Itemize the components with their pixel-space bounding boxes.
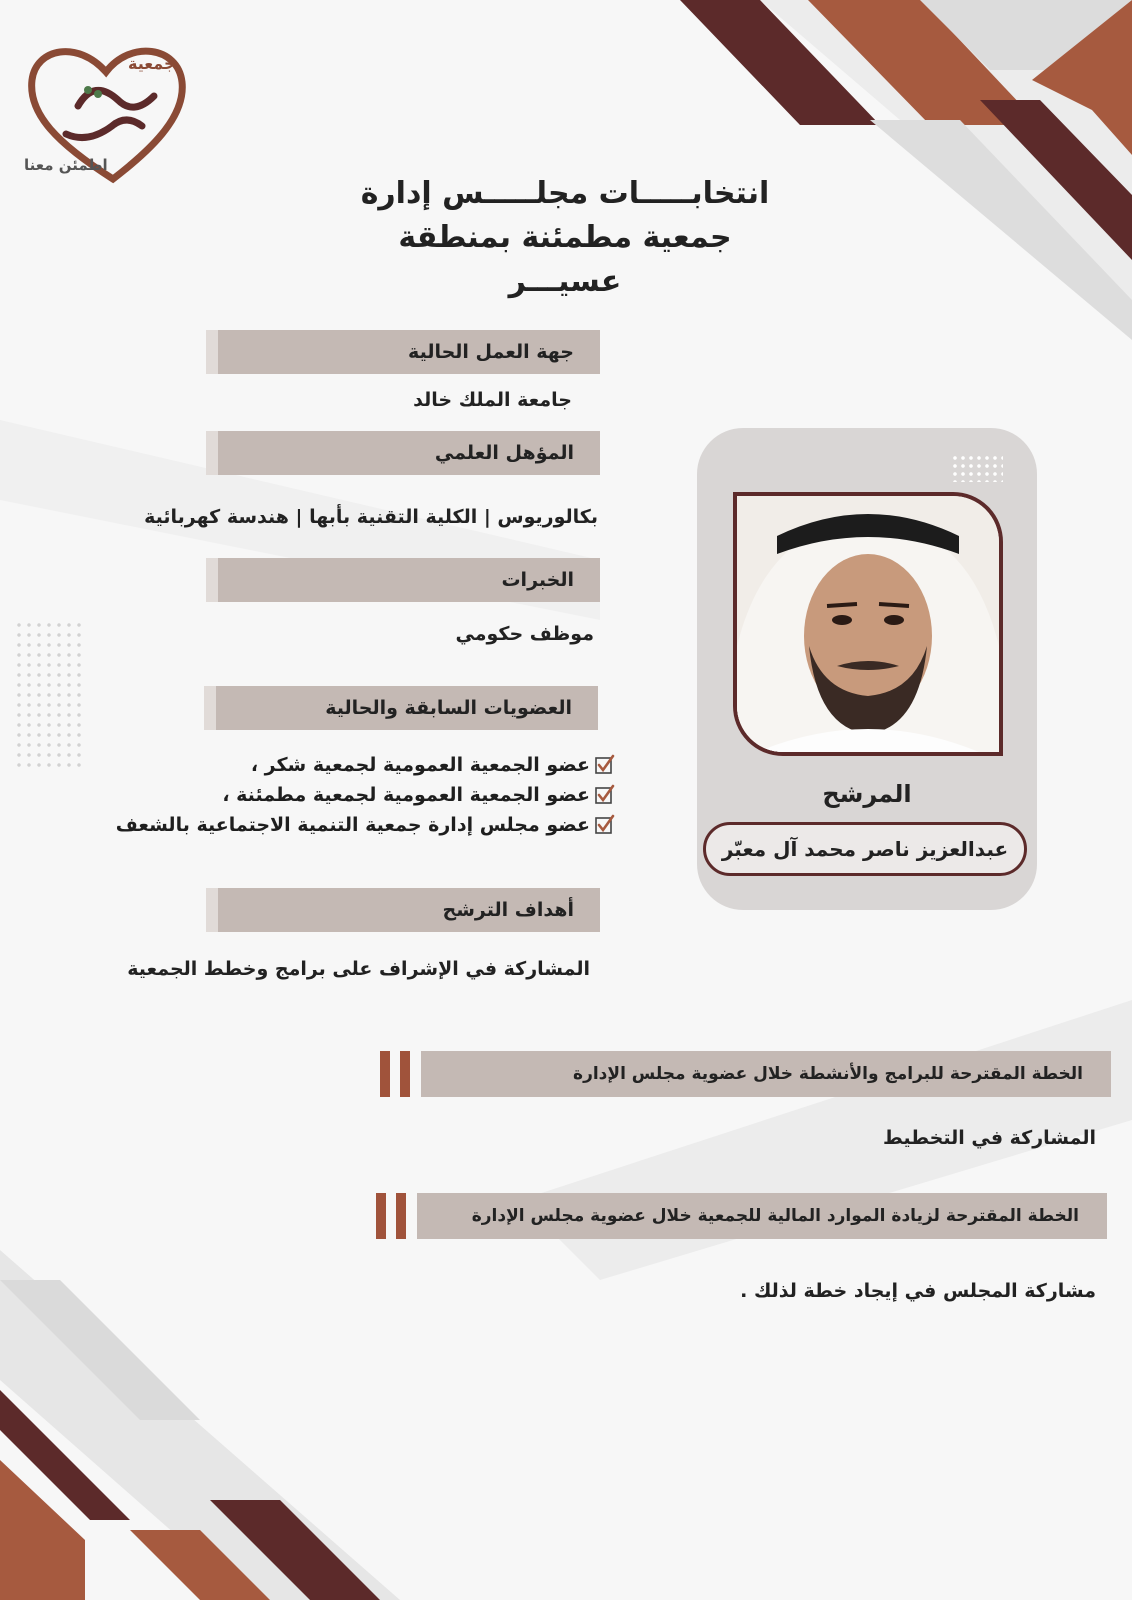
memberships-label: العضويات السابقة والحالية <box>204 686 598 730</box>
logo-word: جمعية <box>128 54 176 73</box>
memberships-list <box>116 750 616 840</box>
plan-marker-icon <box>380 1051 410 1097</box>
page-title <box>340 172 790 304</box>
logo-tagline: اطمئن معنا <box>24 156 108 174</box>
checkbox-icon <box>594 754 616 776</box>
workplace-label: جهة العمل الحالية <box>206 330 600 374</box>
list-item <box>116 750 616 780</box>
membership-item-1: عضو الجمعية العمومية لجمعية شكر ، <box>250 754 590 776</box>
goals-value: المشاركة في الإشراف على برامج وخطط الجمعية <box>127 958 590 980</box>
candidate-photo <box>733 492 1003 756</box>
programs-plan-label: الخطة المقترحة للبرامج والأنشطة خلال عضوية مجلس الإدارة <box>421 1051 1111 1097</box>
candidate-card <box>697 428 1037 910</box>
programs-plan-value: المشاركة في التخطيط <box>883 1127 1096 1149</box>
plan-marker-icon <box>376 1193 406 1239</box>
list-item <box>116 810 616 840</box>
candidate-portrait-icon <box>737 496 999 752</box>
workplace-value: جامعة الملك خالد <box>413 389 572 411</box>
qualification-label: المؤهل العلمي <box>206 431 600 475</box>
checkbox-icon <box>594 784 616 806</box>
title-line-1: انتخابـــــات مجلـــــس إدارة <box>360 176 770 211</box>
candidate-label: المرشح <box>822 780 912 808</box>
checkbox-icon <box>594 814 616 836</box>
resources-plan-label: الخطة المقترحة لزيادة الموارد المالية للجمعية خلال عضوية مجلس الإدارة <box>417 1193 1107 1239</box>
membership-item-3: عضو مجلس إدارة جمعية التنمية الاجتماعية بالشعف <box>115 814 590 836</box>
goals-label: أهداف الترشح <box>206 888 600 932</box>
resources-plan-value: مشاركة المجلس في إيجاد خطة لذلك . <box>740 1280 1096 1302</box>
title-line-2: جمعية مطمئنة بمنطقة عسيـــر <box>398 220 732 299</box>
dot-pattern <box>951 454 1003 482</box>
list-item <box>116 780 616 810</box>
experience-value: موظف حكومي <box>455 623 594 645</box>
qualification-value: بكالوريوس | الكلية التقنية بأبها | هندسة كهربائية <box>144 506 598 528</box>
association-logo <box>18 34 198 184</box>
dot-pattern <box>14 620 84 770</box>
experience-label: الخبرات <box>206 558 600 602</box>
membership-item-2: عضو الجمعية العمومية لجمعية مطمئنة ، <box>222 784 590 806</box>
candidate-name: عبدالعزيز ناصر محمد آل معبّر <box>703 822 1027 876</box>
